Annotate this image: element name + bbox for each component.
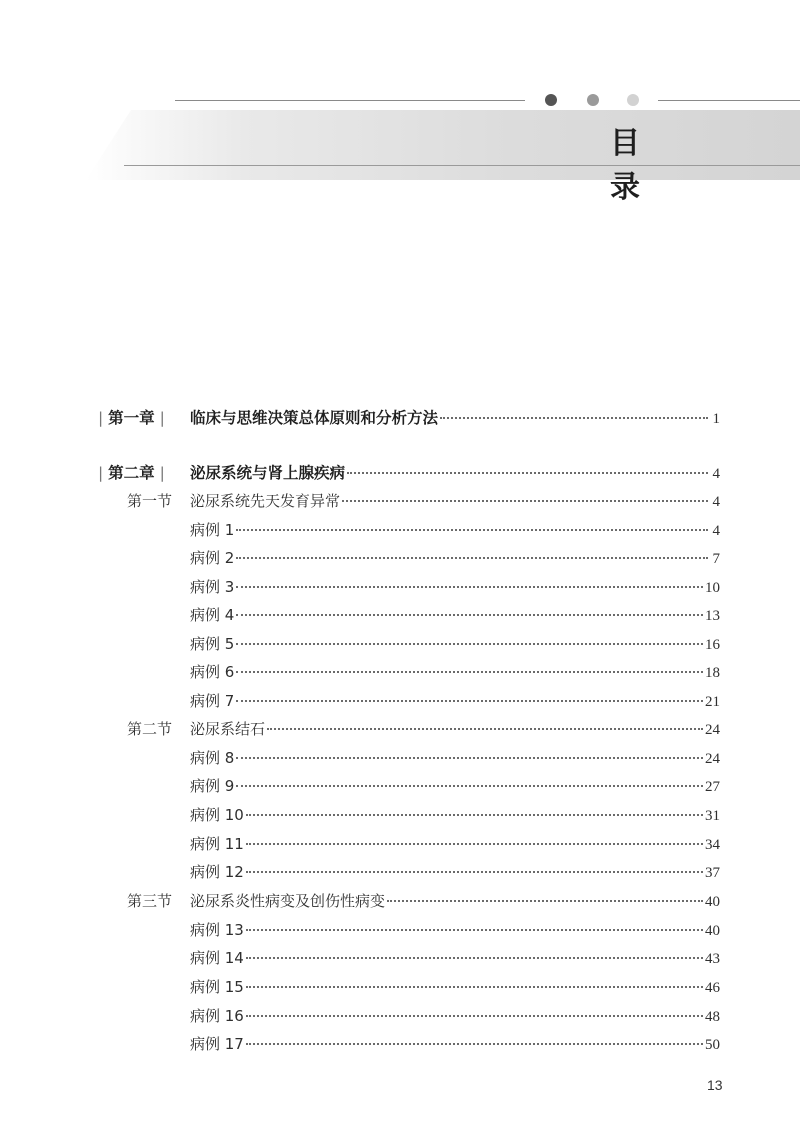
dot-leader — [440, 416, 708, 419]
toc-entry-title: 病例 16 — [190, 1006, 244, 1025]
toc-entry-page: 13 — [705, 607, 720, 624]
dot-leader — [236, 699, 703, 702]
dot-leader — [236, 613, 703, 616]
toc-entry[interactable] — [190, 947, 720, 968]
toc-entry[interactable] — [190, 861, 720, 882]
chapter-label — [98, 406, 165, 428]
dot-leader — [236, 585, 703, 588]
toc-entry-page: 4 — [712, 466, 720, 482]
dot-leader — [246, 956, 703, 959]
toc-entry-title: 临床与思维决策总体原则和分析方法 — [190, 409, 439, 427]
dot-leader — [246, 928, 703, 931]
toc-case-row — [0, 859, 800, 883]
dot-leader — [347, 471, 708, 474]
toc-entry[interactable] — [190, 747, 720, 768]
toc-entry-title: 病例 8 — [190, 748, 235, 767]
toc-entry-title: 泌尿系统与肾上腺疾病 — [190, 464, 346, 482]
toc-chapter-row — [0, 460, 800, 484]
dot-leader — [342, 499, 708, 502]
toc-case-row — [0, 1031, 800, 1055]
dot-leader — [236, 756, 703, 759]
toc-entry[interactable] — [190, 718, 720, 739]
toc-entry-page: 46 — [705, 979, 720, 996]
chapter-bar-left: | — [98, 464, 109, 482]
toc-entry-title: 病例 1 — [190, 520, 235, 539]
toc-entry-title: 病例 5 — [190, 634, 235, 653]
toc-case-row — [0, 574, 800, 598]
section-label: 第三节 — [127, 891, 173, 910]
toc-entry[interactable] — [190, 461, 720, 483]
toc-entry[interactable] — [190, 775, 720, 796]
toc-entry-page: 34 — [705, 836, 720, 853]
toc-case-row — [0, 545, 800, 569]
toc-entry[interactable] — [190, 804, 720, 825]
toc-entry[interactable] — [190, 576, 720, 597]
toc-entry-title: 病例 17 — [190, 1034, 244, 1053]
dot-leader — [236, 556, 708, 559]
toc-entry-page: 27 — [705, 778, 720, 795]
dot-leader — [246, 985, 703, 988]
chapter-label — [98, 461, 165, 483]
toc-entry[interactable] — [190, 661, 720, 682]
header-rule-left — [175, 100, 525, 101]
dot-leader — [387, 899, 703, 902]
dot-leader — [236, 784, 703, 787]
toc-entry[interactable] — [190, 833, 720, 854]
toc-entry-page: 37 — [705, 864, 720, 881]
toc-entry-title: 泌尿系统先天发育异常 — [190, 491, 341, 510]
toc-entry-title: 泌尿系炎性病变及创伤性病变 — [190, 891, 386, 910]
toc-entry-page: 4 — [712, 522, 720, 539]
page-number: 13 — [707, 1077, 723, 1093]
dot-leader — [246, 870, 703, 873]
chapter-bar-right: | — [154, 409, 165, 427]
toc-entry-title: 泌尿系结石 — [190, 719, 266, 738]
decorative-dot-dark — [545, 94, 557, 106]
toc-entry-title: 病例 6 — [190, 662, 235, 681]
toc-entry[interactable] — [190, 890, 720, 911]
chapter-label-text: 第一章 — [108, 409, 155, 427]
toc-entry[interactable] — [190, 1033, 720, 1054]
toc-entry-page: 43 — [705, 950, 720, 967]
chapter-label-text: 第二章 — [108, 464, 155, 482]
toc-entry[interactable] — [190, 406, 720, 428]
toc-entry-title: 病例 4 — [190, 605, 235, 624]
toc-entry[interactable] — [190, 519, 720, 540]
toc-entry-page: 18 — [705, 664, 720, 681]
toc-entry-title: 病例 2 — [190, 548, 235, 567]
toc-case-row — [0, 659, 800, 683]
toc-entry[interactable] — [190, 633, 720, 654]
chapter-bar-right: | — [154, 464, 165, 482]
toc-entry-page: 50 — [705, 1036, 720, 1053]
toc-entry-title: 病例 10 — [190, 805, 244, 824]
toc-entry-page: 7 — [712, 550, 720, 567]
decorative-dot-light — [627, 94, 639, 106]
toc-entry[interactable] — [190, 1005, 720, 1026]
decorative-dot-medium — [587, 94, 599, 106]
toc-case-row — [0, 974, 800, 998]
toc-case-row — [0, 831, 800, 855]
toc-case-row — [0, 802, 800, 826]
toc-entry-page: 21 — [705, 693, 720, 710]
dot-leader — [246, 1014, 703, 1017]
dot-leader — [236, 670, 703, 673]
toc-entry[interactable] — [190, 919, 720, 940]
toc-entry-title: 病例 11 — [190, 834, 244, 853]
toc-section-row — [0, 716, 800, 740]
toc-case-row — [0, 1003, 800, 1027]
toc-chapter-row — [0, 405, 800, 429]
dot-leader — [236, 528, 708, 531]
dot-leader — [267, 727, 703, 730]
toc-case-row — [0, 602, 800, 626]
toc-entry[interactable] — [190, 690, 720, 711]
toc-entry-page: 4 — [712, 493, 720, 510]
toc-entry-page: 31 — [705, 807, 720, 824]
toc-case-row — [0, 945, 800, 969]
toc-entry-page: 48 — [705, 1008, 720, 1025]
toc-section-row — [0, 888, 800, 912]
toc-entry[interactable] — [190, 490, 720, 511]
page-title: 目 录 — [610, 126, 762, 205]
toc-entry-page: 24 — [705, 721, 720, 738]
toc-entry-page: 1 — [712, 411, 720, 427]
dot-leader — [246, 1042, 703, 1045]
toc-case-row — [0, 773, 800, 797]
toc-entry-title: 病例 7 — [190, 691, 235, 710]
toc-case-row — [0, 517, 800, 541]
toc-entry-page: 40 — [705, 893, 720, 910]
toc-entry-page: 16 — [705, 636, 720, 653]
toc-case-row — [0, 745, 800, 769]
section-label: 第二节 — [127, 719, 173, 738]
toc-entry[interactable] — [190, 547, 720, 568]
toc-entry-title: 病例 15 — [190, 977, 244, 996]
section-label: 第一节 — [127, 491, 173, 510]
header-rule-right — [658, 100, 800, 101]
toc-case-row — [0, 631, 800, 655]
toc-entry-page: 10 — [705, 579, 720, 596]
toc-case-row — [0, 917, 800, 941]
toc-section-row — [0, 488, 800, 512]
chapter-bar-left: | — [98, 409, 109, 427]
toc-entry[interactable] — [190, 604, 720, 625]
toc-entry-page: 24 — [705, 750, 720, 767]
page-header — [0, 0, 800, 205]
toc-case-row — [0, 688, 800, 712]
toc-entry-page: 40 — [705, 922, 720, 939]
dot-leader — [246, 813, 703, 816]
toc-entry-title: 病例 13 — [190, 920, 244, 939]
dot-leader — [236, 642, 703, 645]
toc-entry-title: 病例 3 — [190, 577, 235, 596]
toc-entry[interactable] — [190, 976, 720, 997]
toc-entry-title: 病例 9 — [190, 776, 235, 795]
toc-entry-title: 病例 12 — [190, 862, 244, 881]
dot-leader — [246, 842, 703, 845]
toc-entry-title: 病例 14 — [190, 948, 244, 967]
